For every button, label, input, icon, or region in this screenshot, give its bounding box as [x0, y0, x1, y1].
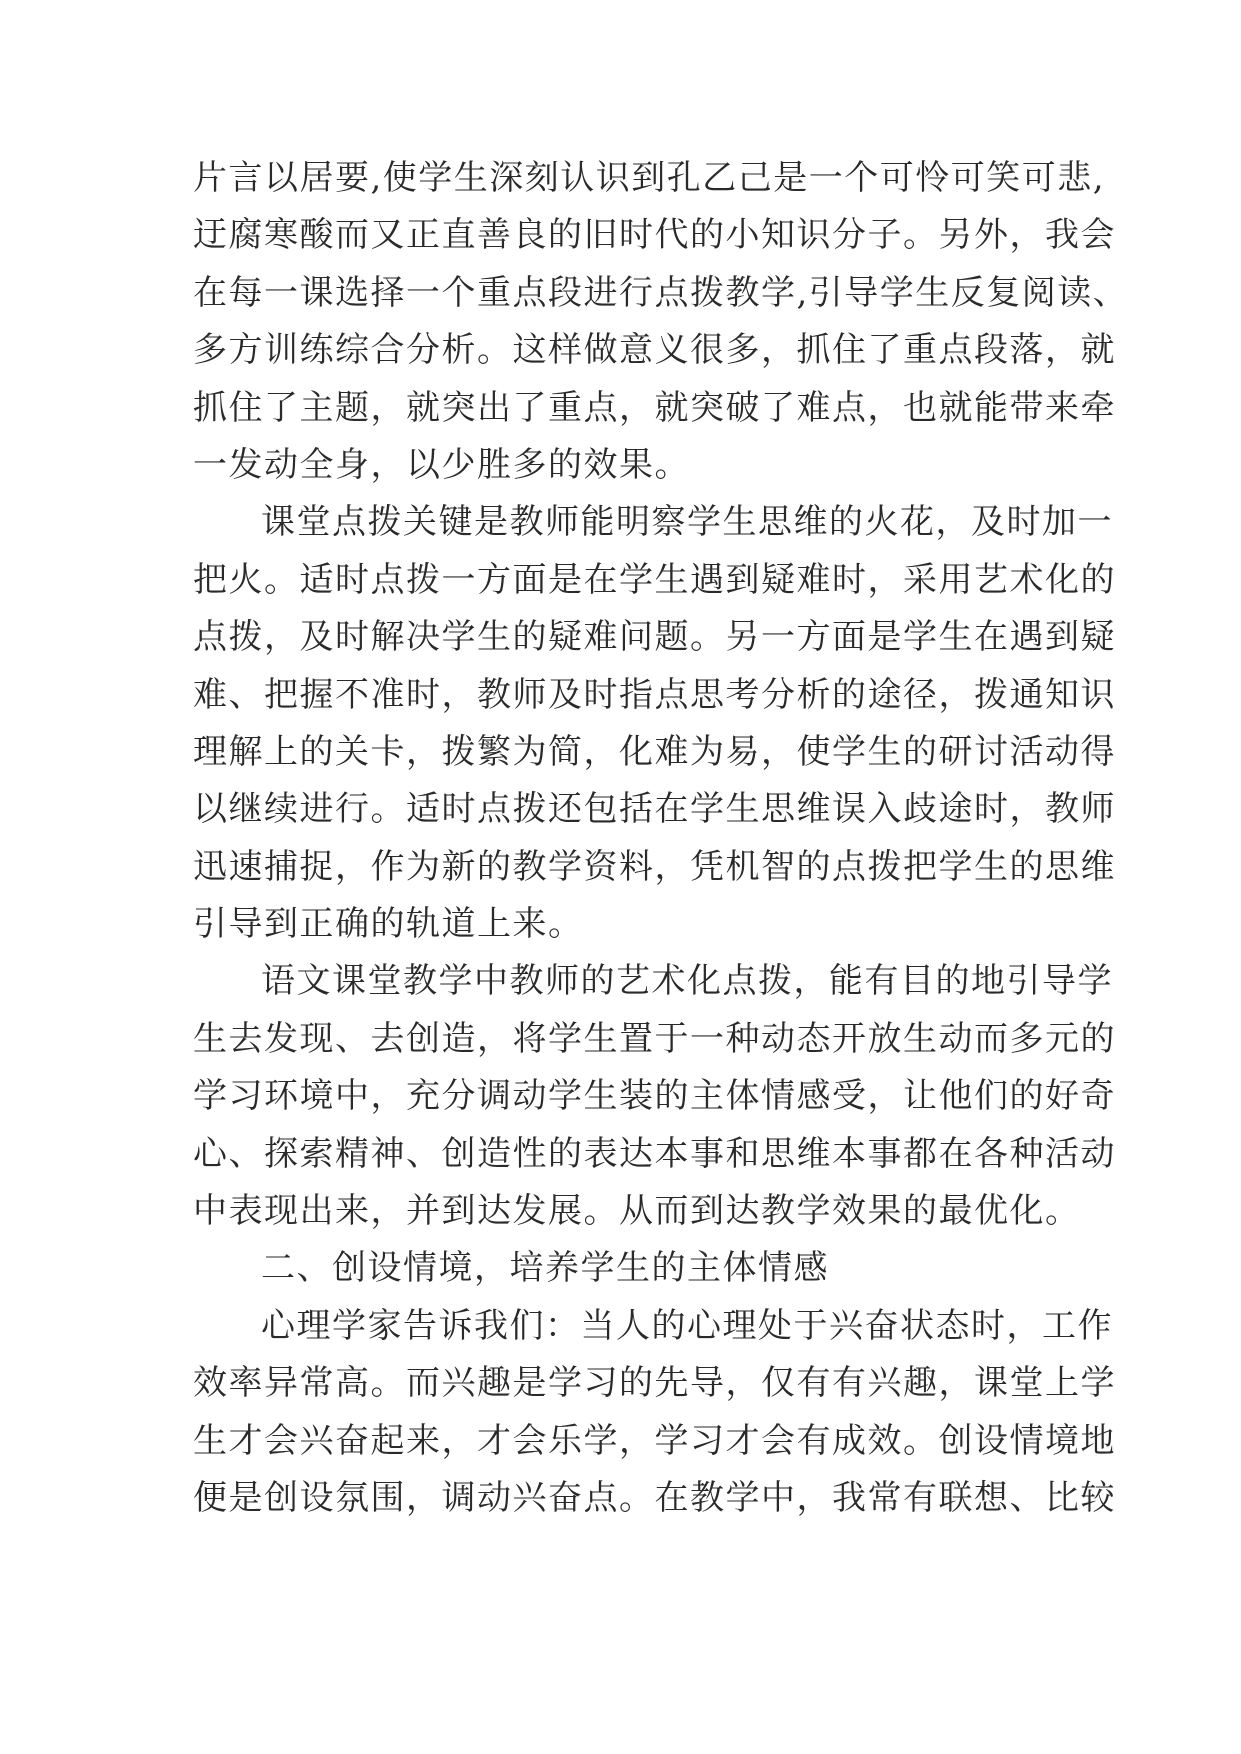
paragraph-first-line: 课堂点拨关键是教师能明察学生思维的火花，及时加一 — [261, 502, 1113, 543]
text-line: 点拨，及时解决学生的疑难问题。另一方面是学生在遇到疑 — [193, 617, 1116, 658]
text-line: 引导到正确的轨道上来。 — [193, 904, 584, 945]
document-body — [193, 150, 1129, 1527]
text-line: 片言以居要,使学生深刻认识到孔乙己是一个可怜可笑可悲, — [193, 158, 1106, 198]
paragraph-first-line: 语文课堂教学中教师的艺术化点拨，能有目的地引导学 — [261, 961, 1113, 1002]
text-line: 把火。适时点拨一方面是在学生遇到疑难时，采用艺术化的 — [193, 559, 1116, 600]
text-line: 便是创设氛围，调动兴奋点。在教学中，我常有联想、比较 — [193, 1477, 1116, 1518]
text-line: 理解上的关卡，拨繁为简，化难为易，使学生的研讨活动得 — [193, 731, 1116, 772]
text-line: 难、把握不准时，教师及时指点思考分析的途径，拨通知识 — [193, 674, 1116, 715]
text-line: 迂腐寒酸而又正直善良的旧时代的小知识分子。另外，我会 — [193, 215, 1116, 256]
text-line: 一发动全身，以少胜多的效果。 — [193, 444, 690, 485]
text-line: 在每一课选择一个重点段进行点拨教学,引导学生反复阅读、 — [193, 272, 1129, 313]
text-line: 抓住了主题，就突出了重点，就突破了难点，也就能带来牵 — [193, 387, 1116, 428]
text-line: 生去发现、去创造，将学生置于一种动态开放生动而多元的 — [193, 1018, 1116, 1059]
text-line: 以继续进行。适时点拨还包括在学生思维误入歧途时，教师 — [193, 789, 1116, 830]
text-line: 迅速捕捉，作为新的教学资料，凭机智的点拨把学生的思维 — [193, 846, 1116, 887]
paragraph-first-line: 心理学家告诉我们：当人的心理处于兴奋状态时，工作 — [261, 1305, 1113, 1346]
section-heading: 二、创设情境，培养学生的主体情感 — [261, 1248, 829, 1289]
text-line: 生才会兴奋起来，才会乐学，学习才会有成效。创设情境地 — [193, 1420, 1116, 1461]
text-line: 效率异常高。而兴趣是学习的先导，仅有有兴趣，课堂上学 — [193, 1363, 1116, 1404]
text-line: 中表现出来，并到达发展。从而到达教学效果的最优化。 — [193, 1191, 1081, 1232]
text-line: 学习环境中，充分调动学生装的主体情感受，让他们的好奇 — [193, 1076, 1116, 1117]
text-line: 多方训练综合分析。这样做意义很多，抓住了重点段落，就 — [193, 330, 1116, 371]
text-line: 心、探索精神、创造性的表达本事和思维本事都在各种活动 — [193, 1133, 1116, 1174]
